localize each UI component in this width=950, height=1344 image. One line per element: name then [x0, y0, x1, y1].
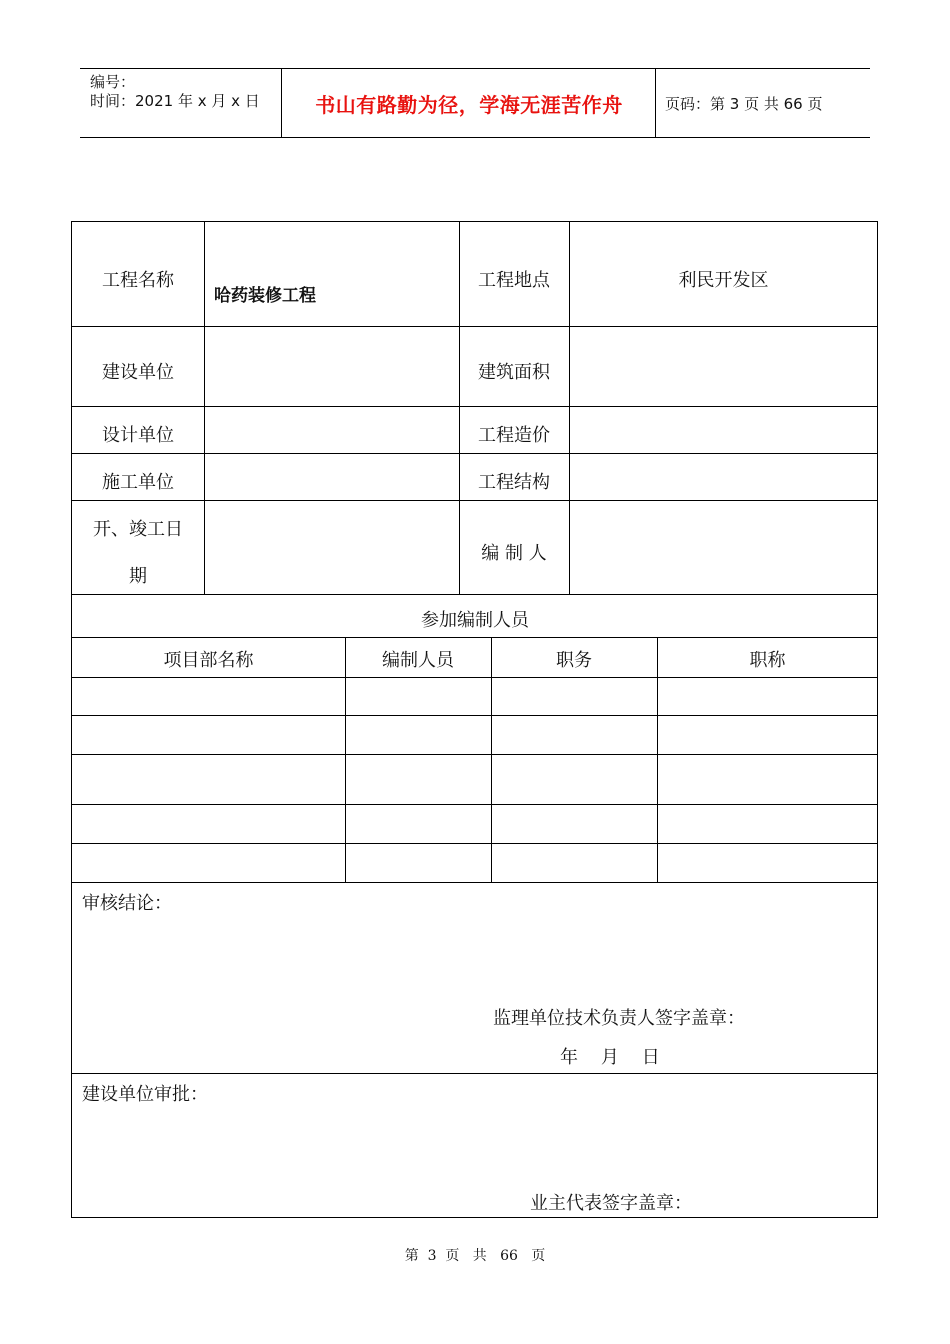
column-header-title: 职称 — [749, 650, 786, 671]
review-conclusion-label: 审核结论： — [82, 893, 172, 914]
column-header-staff: 编制人员 — [382, 650, 454, 671]
dates-label: 开、竣工日 — [93, 519, 183, 540]
contractor-label: 施工单位 — [102, 472, 174, 493]
project-name-value: 哈药装修工程 — [214, 286, 316, 306]
owner-approval-label: 建设单位审批： — [82, 1084, 208, 1105]
date-label: 时间：2021 年 x 月 x 日 — [90, 92, 260, 110]
staff-section-title: 参加编制人员 — [421, 610, 529, 631]
row-divider — [72, 1073, 878, 1074]
designer-label: 设计单位 — [102, 425, 174, 446]
header-page-info: 页码：第 3 页 共 66 页 — [665, 94, 823, 113]
column-header-position: 职务 — [556, 650, 592, 671]
row-divider — [72, 500, 878, 501]
building-area-label: 建筑面积 — [478, 362, 550, 383]
page-header — [80, 68, 870, 138]
column-header-department: 项目部名称 — [163, 650, 254, 671]
row-divider — [72, 715, 878, 716]
header-motto: 书山有路勤为径，学海无涯苦作舟 — [315, 92, 623, 117]
col-divider — [204, 222, 205, 594]
col-divider — [657, 637, 658, 882]
col-divider — [345, 637, 346, 882]
row-divider — [72, 882, 878, 883]
structure-label: 工程结构 — [478, 472, 550, 493]
project-location-value: 利民开发区 — [678, 270, 769, 291]
header-meta — [90, 73, 260, 111]
project-form — [71, 221, 878, 1218]
serial-number-label: 编号： — [90, 73, 136, 91]
row-divider — [72, 804, 878, 805]
owner-signature-label: 业主代表签字盖章： — [530, 1193, 692, 1214]
row-divider — [72, 754, 878, 755]
supervisor-signature-label: 监理单位技术负责人签字盖章： — [493, 1008, 745, 1029]
project-cost-label: 工程造价 — [478, 425, 550, 446]
row-divider — [72, 843, 878, 844]
dates-label-cont: 期 — [129, 566, 147, 587]
page-footer: 第 3 页 共 66 页 — [404, 1248, 546, 1264]
project-name-label: 工程名称 — [102, 270, 174, 291]
builder-label: 建设单位 — [102, 362, 174, 383]
col-divider — [491, 637, 492, 882]
project-location-label: 工程地点 — [478, 270, 550, 291]
row-divider — [72, 326, 878, 327]
row-divider — [72, 406, 878, 407]
row-divider — [72, 453, 878, 454]
review-date-label: 年 月 日 — [560, 1047, 660, 1068]
editor-label: 编 制 人 — [481, 543, 547, 564]
row-divider — [72, 677, 878, 678]
row-divider — [72, 637, 878, 638]
row-divider — [72, 594, 878, 595]
